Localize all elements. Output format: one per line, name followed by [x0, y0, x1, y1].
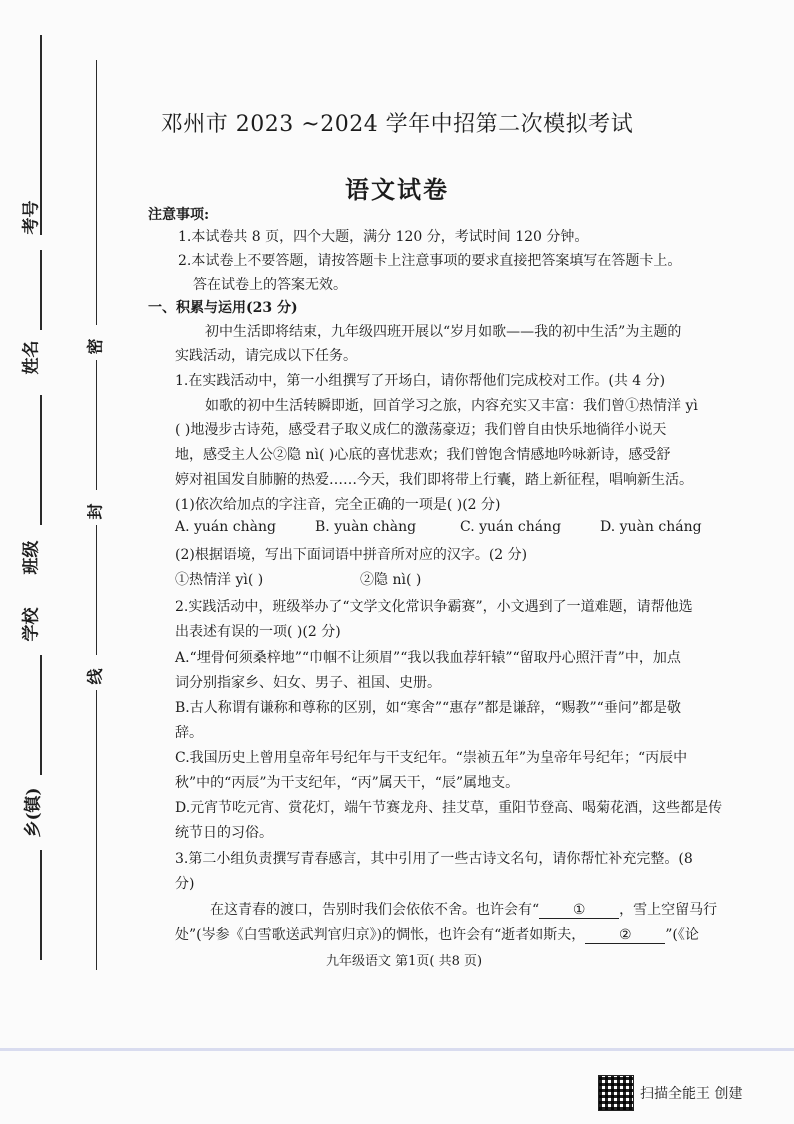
- q2-option-a-1: A.“埋骨何须桑梓地”“巾帼不让须眉”“我以我血荐轩辕”“留取丹心照汗青”中，加点: [175, 650, 681, 666]
- q2-option-c-1: C.我国历史上曾用皇帝年号纪年与干支纪年。“崇祯五年”为皇帝年号纪年；“丙辰中: [175, 750, 688, 766]
- qr-code-icon: [598, 1075, 634, 1111]
- seal-xian-label: 线: [85, 668, 105, 685]
- q1-option-a: A. yuán chàng: [175, 519, 276, 535]
- q1-passage-2: ( )地漫步古诗苑，感受君子取义成仁的激荡豪迈；我们曾自由快乐地徜徉小说天: [175, 422, 667, 438]
- q2-stem-1: 2.实践活动中，班级举办了“文学文化常识争霸赛”，小文遇到了一道难题，请帮他选: [175, 599, 693, 615]
- q3-line-1-text-b: ，雪上空留马行: [619, 902, 718, 918]
- notes-item-3: 答在试卷上的答案无效。: [193, 277, 347, 293]
- q3-line-2-text-a: 处”(岑参《白雪歌送武判官归京》)的惆怅，也许会有“逝者如斯夫，: [175, 927, 586, 943]
- scanner-watermark: 扫描全能王 创建: [640, 1086, 743, 1102]
- notes-item-1: 1.本试卷共 8 页，四个大题，满分 120 分，考试时间 120 分钟。: [178, 229, 589, 245]
- exam-title: 邓州市 2023 ~2024 学年中招第二次模拟考试: [160, 112, 634, 137]
- seal-line-bottom: [96, 690, 97, 970]
- section1-intro-1: 初中生活即将结束，九年级四班开展以“岁月如歌——我的初中生活”为主题的: [205, 324, 682, 340]
- q1-sub1: (1)依次给加点的字注音，完全正确的一项是( )(2 分): [175, 497, 501, 513]
- q3-blank-2[interactable]: ②: [585, 927, 665, 944]
- q1-option-c: C. yuán cháng: [460, 519, 562, 535]
- binding-line-4: [40, 655, 42, 775]
- page-footer: 九年级语文 第1页( 共8 页): [326, 954, 483, 969]
- q2-option-d-1: D.元宵节吃元宵、赏花灯，端午节赛龙舟、挂艾草，重阳节登高、喝菊花酒，这些都是传: [175, 800, 723, 816]
- q3-line-2: [175, 924, 699, 944]
- q2-option-b-2: 辞。: [175, 725, 203, 741]
- exam-subtitle: 语文试卷: [345, 175, 449, 204]
- binding-line-2: [40, 250, 42, 330]
- seal-feng-label: 封: [85, 503, 105, 520]
- q1-fill-1: ①热情洋 yì( ): [175, 572, 264, 588]
- q3-stem-2: 分): [175, 876, 195, 892]
- section1-intro-2: 实践活动，请完成以下任务。: [175, 348, 357, 364]
- section1-heading: 一、积累与运用(23 分): [148, 300, 298, 316]
- q3-stem-1: 3.第二小组负责撰写青春感言，其中引用了一些古诗文名句，请你帮忙补充完整。(8: [175, 851, 693, 867]
- q1-stem: 1.在实践活动中，第一小组撰写了开场白，请你帮他们完成校对工作。(共 4 分): [175, 373, 666, 389]
- page-bottom-divider: [0, 1048, 794, 1051]
- binding-xingming-label: 姓名: [21, 340, 42, 375]
- q1-passage-3: 地，感受主人公②隐 nì( )心底的喜忧悲欢；我们曾饱含情感地吟咏新诗，感受舒: [175, 447, 671, 463]
- q2-option-a-2: 词分别指家乡、妇女、男子、祖国、史册。: [175, 675, 441, 691]
- binding-xiangzhen-label: 乡(镇): [23, 787, 44, 838]
- q2-option-c-2: 秋”中的“丙辰”为干支纪年，“丙”属天干，“辰”属地支。: [175, 775, 520, 791]
- seal-mi-label: 密: [85, 338, 105, 355]
- q3-line-2-text-b: ”(《论: [665, 927, 699, 943]
- q1-option-d: D. yuàn cháng: [600, 519, 702, 535]
- q1-option-b: B. yuàn chàng: [315, 519, 417, 535]
- q3-line-1-text-a: 在这青春的渡口，告别时我们会依依不舍。也许会有“: [210, 902, 540, 918]
- notes-heading: 注意事项:: [148, 207, 210, 223]
- binding-line-bottom: [40, 850, 42, 960]
- binding-kaohao-label: 考号: [21, 200, 42, 235]
- q2-option-d-2: 统节日的习俗。: [175, 825, 273, 841]
- q1-passage-4: 婷对祖国发自肺腑的热爱……今天，我们即将带上行囊，踏上新征程，唱响新生活。: [175, 472, 693, 488]
- q3-blank-1[interactable]: ①: [539, 902, 619, 919]
- seal-line-mid1: [96, 360, 97, 490]
- binding-banji-label: 班级: [21, 540, 42, 575]
- notes-item-2: 2.本试卷上不要答题，请按答题卡上注意事项的要求直接把答案填写在答题卡上。: [178, 253, 682, 269]
- q1-fill-2: ②隐 nì( ): [360, 572, 422, 588]
- binding-xuexiao-label: 学校: [21, 607, 42, 642]
- q1-passage-1: 如歌的初中生活转瞬即逝，回首学习之旅，内容充实又丰富：我们曾①热情洋 yì: [205, 398, 698, 414]
- q3-line-1: [210, 899, 717, 919]
- seal-line-mid2: [96, 525, 97, 655]
- q1-sub2: (2)根据语境，写出下面词语中拼音所对应的汉字。(2 分): [175, 547, 528, 563]
- q2-stem-2: 出表述有误的一项( )(2 分): [175, 624, 341, 640]
- q2-option-b-1: B.古人称谓有谦称和尊称的区别，如“寒舍”“惠存”都是谦辞，“赐教”“垂问”都是敬: [175, 700, 681, 716]
- binding-line-3: [40, 395, 42, 525]
